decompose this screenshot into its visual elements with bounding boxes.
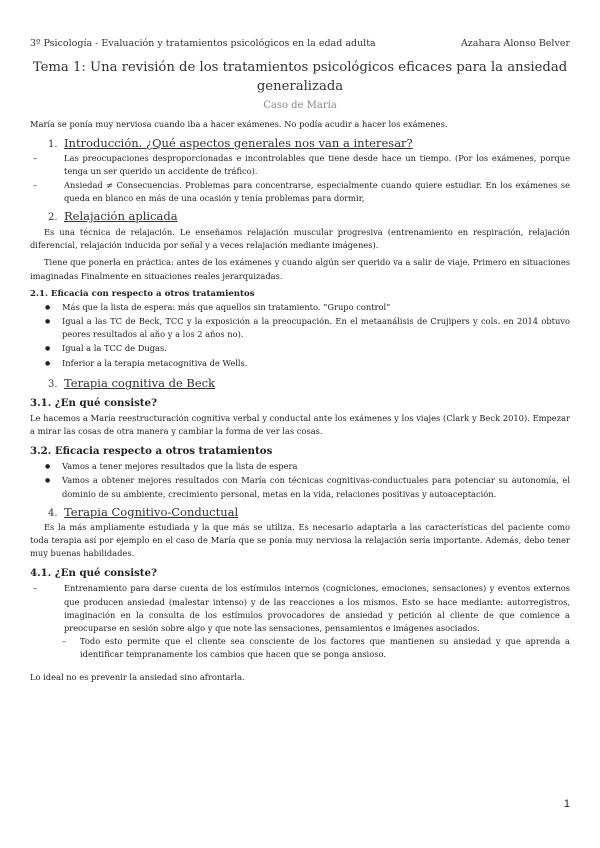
list-item: – Entrenamiento para darse cuenta de los estímulos internos (cogniciones, emociones, sensaciones) y eventos externos que producen ansiedad (malestar intenso) y de las reacciones a los mismos. Esto se hace mediante: autorregistros, imaginación en la consulta de los estímulos provocadores de ansiedad y petición al cliente de que comience a preocuparse en sesión sobre algo y que note las sensaciones, pensamientos e imágenes asociados. (30, 582, 570, 635)
list-item: – Ansiedad ≠ Consecuencias. Problemas para concentrarse, especialmente cuando quiere estudiar. En los exámenes se queda en blanco en más de una ocasión y tenía problemas para dormir, (30, 179, 570, 205)
section-number: 3. (48, 378, 58, 390)
section-4-heading (30, 505, 570, 519)
section-3-paragraph: Le hacemos a María reestructuración cognitiva verbal y conductal ante los exámenes y los viajes (Clark y Beck 2010). Empezar a mirar las cosas de otra manera y cambiar la forma de ver las cosas. (30, 412, 570, 437)
section-1-list (30, 152, 570, 205)
page-number: 1 (563, 798, 570, 810)
header-author: Azahara Alonso Belver (460, 38, 570, 49)
subsection-3-2-list (30, 460, 570, 501)
subsection-2-1-heading: 2.1. Eficacia con respecto a otros tratamientos (30, 288, 255, 299)
subsection-4-1-heading: 4.1. ¿En qué consiste? (30, 567, 157, 580)
section-2-heading (30, 209, 570, 223)
section-title: Relajación aplicada (64, 209, 178, 224)
list-item: ● Inferior a la terapia metacognitiva de Wells. (30, 357, 570, 370)
header-course: 3º Psicología - Evaluación y tratamientos psicológicos en la edad adulta (30, 38, 376, 49)
section-2-paragraph-2: Tiene que ponerla en práctica: antes de los exámenes y cuando algún ser querido va a salir de viaje. Primero en situaciones imaginadas Finalmente en situaciones reales jerarquizadas. (30, 257, 570, 281)
closing-paragraph: Lo ideal no es prevenir la ansiedad sino afrontarla. (30, 671, 245, 682)
section-title: Terapia Cognitivo-Conductual (64, 504, 239, 519)
list-item: ● Vamos a tener mejores resultados que la lista de espera (30, 460, 570, 473)
list-item: ● Más que la lista de espera: más que aquellos sin tratamiento. “Grupo control” (30, 301, 570, 314)
list-item: – Todo esto permite que el cliente sea consciente de los factores que mantienen su ansiedad y que aprenda a identificar tempranamente los cambios que hacen que se ponga ansioso. (30, 635, 570, 661)
section-2-paragraph-1: Es una técnica de relajación. Le enseñamos relajación muscular progresiva (entrenamiento en respiración, relajación diferencial, relajación inducida por señal y a veces relajación mediante imágenes). (30, 227, 570, 251)
section-number: 1. (48, 139, 58, 151)
page-header (30, 38, 570, 49)
intro-paragraph: María se ponía muy nerviosa cuando iba a hacer exámenes. No podía acudir a hacer los exámenes. (30, 119, 448, 129)
list-item: ● Vamos a obtener mejores resultados con María con técnicas cognitivas-conductuales para potenciar su autonomía, el dominio de su ambiente, crecimiento personal, metas en la vida, relaciones positivas y autoaceptación. (30, 474, 570, 500)
subsection-3-1-heading: 3.1. ¿En qué consiste? (30, 396, 157, 409)
list-item: ● Igual a las TC de Beck, TCC y la exposición a la preocupación. En el metaanálisis de Crujipers y cols. en 2014 obtuvo peores resultados al año y a los 2 años no). (30, 315, 570, 341)
section-4-paragraph: Es la más ampliamente estudiada y la que más se utiliza. Es necesario adaptarla a las características del paciente como toda terapia así por ejemplo en el caso de María que se ponía muy nerviosa la relajación sería importante. Además, debo tener muy buenas habilidades. (30, 521, 570, 559)
section-title: Terapia cognitiva de Beck (64, 375, 216, 390)
subsection-3-2-heading: 3.2. Eficacia respecto a otros tratamientos (30, 445, 273, 458)
list-item: ● Igual a la TCC de Dugas. (30, 342, 570, 355)
list-item: – Las preocupaciones desproporcionadas e incontrolables que tiene desde hace un tiempo. (Por los exámenes, porque tenga un ser querido un accidente de tráfico). (30, 152, 570, 178)
section-3-heading (30, 376, 570, 390)
section-number: 2. (48, 212, 58, 224)
section-number: 4. (48, 507, 58, 519)
subsection-2-1-list (30, 301, 570, 370)
document-title: Tema 1: Una revisión de los tratamientos psicológicos eficaces para la ansiedad generalizada (32, 60, 568, 94)
section-title: Introducción. ¿Qué aspectos generales nos van a interesar? (64, 136, 413, 151)
section-1-heading (30, 136, 570, 150)
subsection-4-1-list (30, 582, 570, 635)
subsection-4-1-nested-list (30, 635, 570, 661)
document-subtitle: Caso de María (263, 100, 337, 111)
document-page (30, 38, 570, 684)
